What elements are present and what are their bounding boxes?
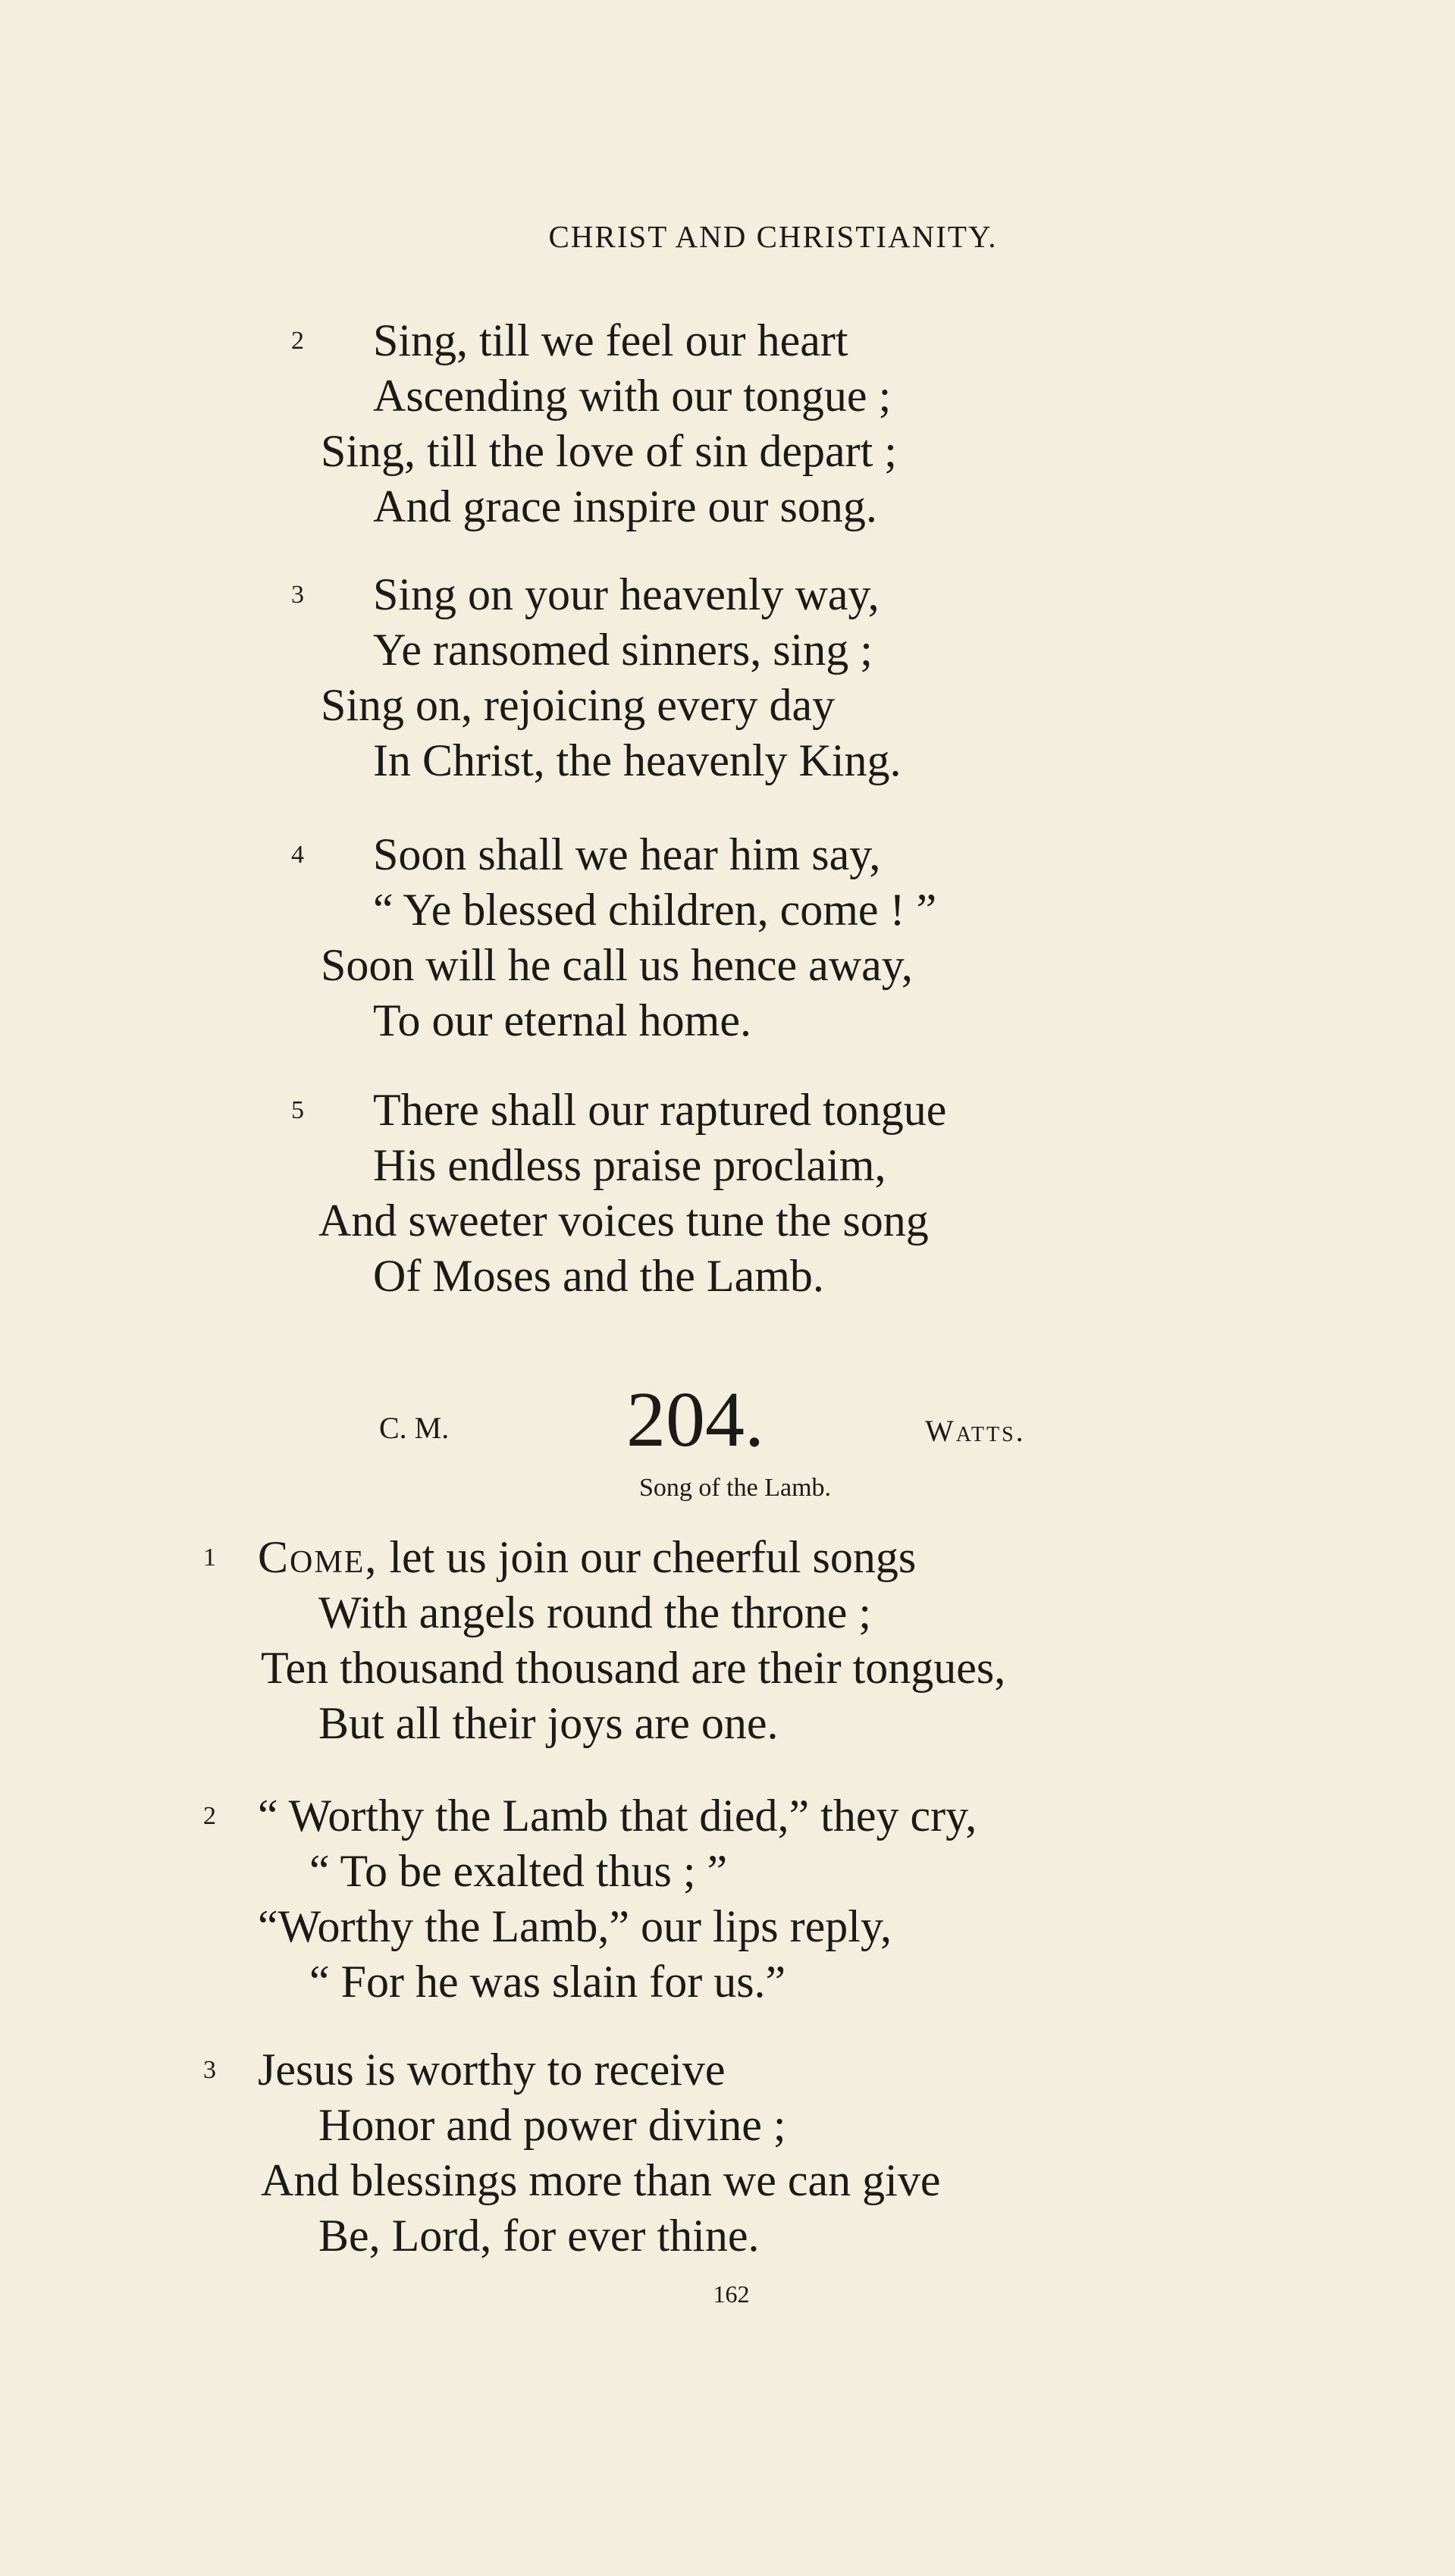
running-head: CHRIST AND CHRISTIANITY. — [548, 219, 998, 254]
stanza-line: There shall our raptured tongue — [373, 1085, 947, 1135]
stanza-line: Sing, till the love of sin depart ; — [321, 426, 897, 476]
stanza-number: 3 — [291, 581, 304, 609]
stanza-line: Sing, till we feel our heart — [373, 315, 848, 365]
stanza-line: In Christ, the heavenly King. — [373, 735, 902, 785]
page-number: 162 — [713, 2280, 750, 2308]
stanza-line: And blessings more than we can give — [261, 2155, 941, 2205]
stanza-line: And sweeter voices tune the song — [318, 1196, 929, 1246]
stanza-line: “ To be exalted thus ; ” — [309, 1846, 728, 1896]
hymn-204-stanza-2 — [203, 1788, 977, 2010]
hymn-meter: C. M. — [379, 1411, 450, 1445]
stanza-number: 3 — [203, 2056, 216, 2084]
stanza-line — [258, 1530, 1005, 1585]
stanza-line: “Worthy the Lamb,” our lips reply, — [258, 1901, 892, 1951]
stanza-line: Ten thousand thousand are their tongues, — [261, 1643, 1006, 1693]
stanza-number: 1 — [203, 1543, 216, 1572]
hymn-204-stanza-1 — [203, 1530, 1006, 1751]
hymn-204-stanza-3 — [203, 2042, 941, 2264]
stanza-line: Ascending with our tongue ; — [373, 371, 892, 421]
stanza-line: Of Moses and the Lamb. — [373, 1251, 824, 1301]
stanza-number: 2 — [291, 327, 304, 355]
hymn-author: Watts. — [925, 1414, 1026, 1448]
stanza-line: Honor and power divine ; — [318, 2100, 786, 2150]
stanza-line: But all their joys are one. — [318, 1698, 779, 1748]
stanza-line: Soon shall we hear him say, — [373, 829, 881, 879]
stanza-number: 2 — [203, 1802, 216, 1830]
stanza-line: And grace inspire our song. — [373, 481, 877, 531]
stanza-line: Sing on, rejoicing every day — [321, 680, 836, 730]
stanza-number: 5 — [291, 1096, 304, 1124]
stanza-line: Ye ransomed sinners, sing ; — [373, 625, 873, 675]
stanza-line: “ For he was slain for us.” — [309, 1957, 786, 2007]
stanza-4-prev-hymn — [291, 827, 937, 1048]
stanza-line: “ Ye blessed children, come ! ” — [373, 885, 937, 935]
stanza-line: Jesus is worthy to receive — [258, 2045, 726, 2095]
stanza-line: His endless praise proclaim, — [373, 1140, 886, 1190]
stanza-5-prev-hymn — [291, 1083, 947, 1304]
stanza-line: To our eternal home. — [373, 995, 751, 1045]
line-rest: let us join our cheerful songs — [378, 1532, 917, 1582]
stanza-line: Soon will he call us hence away, — [321, 940, 913, 990]
stanza-line: With angels round the throne ; — [318, 1587, 872, 1637]
stanza-line: “ Worthy the Lamb that died,” they cry, — [258, 1791, 977, 1841]
hymn-subtitle: Song of the Lamb. — [638, 1474, 832, 1502]
stanza-line: Sing on your heavenly way, — [373, 569, 880, 619]
first-word: Come, — [258, 1532, 378, 1582]
hymn-header — [379, 1378, 1107, 1462]
stanza-number: 4 — [291, 841, 304, 869]
stanza-3-prev-hymn — [291, 567, 902, 788]
stanza-line: Be, Lord, for ever thine. — [318, 2211, 760, 2261]
hymn-number: 204. — [626, 1376, 764, 1463]
stanza-2-prev-hymn — [291, 313, 897, 534]
